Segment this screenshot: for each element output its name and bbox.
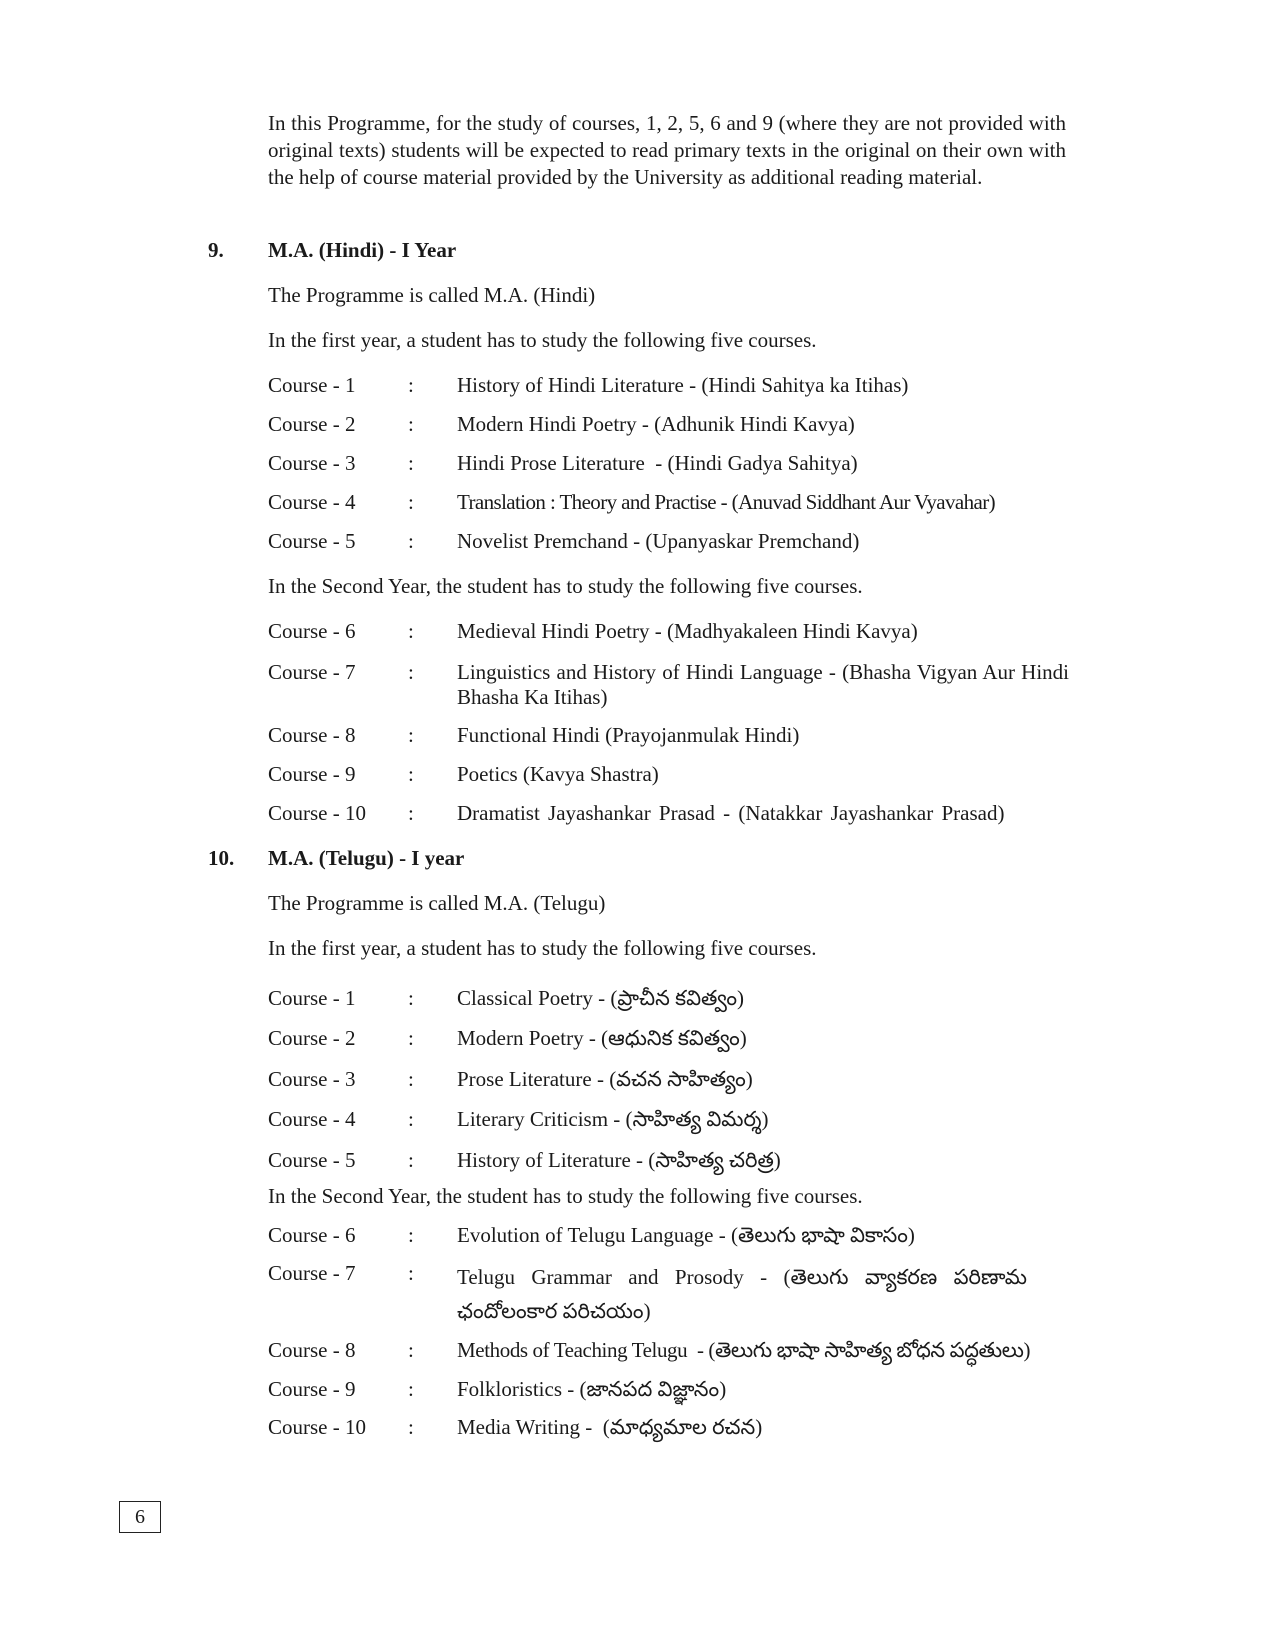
course-row xyxy=(268,618,1068,645)
course-row xyxy=(268,528,1068,555)
page-number: 6 xyxy=(119,1501,161,1533)
programme-name-telugu: The Programme is called M.A. (Telugu) xyxy=(268,891,606,915)
course-separator: : xyxy=(408,451,414,475)
course-separator: : xyxy=(408,1107,414,1131)
course-separator: : xyxy=(408,619,414,643)
course-number: Course - 7 xyxy=(268,660,356,684)
course-row xyxy=(268,1414,1068,1441)
course-row xyxy=(268,1337,1068,1364)
course-title: Modern Poetry - (ఆధునిక కవిత్వం) xyxy=(457,1026,747,1050)
course-number: Course - 3 xyxy=(268,451,356,475)
section-number-hindi: 9. xyxy=(208,238,224,262)
course-separator: : xyxy=(408,801,414,825)
course-number: Course - 2 xyxy=(268,1026,356,1050)
course-title: Novelist Premchand - (Upanyaskar Premchand) xyxy=(457,529,860,553)
course-separator: : xyxy=(408,1067,414,1091)
course-separator: : xyxy=(408,373,414,397)
course-row xyxy=(268,372,1068,399)
course-row xyxy=(268,1147,1068,1174)
course-number: Course - 9 xyxy=(268,1377,356,1401)
course-separator: : xyxy=(408,529,414,553)
course-title: Translation : Theory and Practise - (Anuvad Siddhant Aur Vyavahar) xyxy=(457,490,995,514)
course-row xyxy=(268,1066,1068,1093)
course-number: Course - 6 xyxy=(268,1223,356,1247)
first-year-intro-hindi: In the first year, a student has to study the following five courses. xyxy=(268,328,817,352)
course-number: Course - 5 xyxy=(268,1148,356,1172)
course-title: Linguistics and History of Hindi Language - (Bhasha Vigyan Aur Hindi Bhasha Ka Itihas) xyxy=(457,660,1069,709)
course-separator: : xyxy=(408,1338,414,1362)
course-number: Course - 8 xyxy=(268,723,356,747)
course-title: Functional Hindi (Prayojanmulak Hindi) xyxy=(457,723,800,747)
course-title: Literary Criticism - (సాహిత్య విమర్శ) xyxy=(457,1107,769,1131)
second-year-intro-hindi: In the Second Year, the student has to study the following five courses. xyxy=(268,574,863,598)
course-title: Methods of Teaching Telugu - (తెలుగు భాషా సాహిత్య బోధన పద్ధతులు) xyxy=(457,1338,1031,1362)
course-title: Poetics (Kavya Shastra) xyxy=(457,762,659,786)
first-year-intro-telugu: In the first year, a student has to study the following five courses. xyxy=(268,936,817,960)
course-title: Media Writing - (మాధ్యమాల రచన) xyxy=(457,1415,763,1439)
course-row xyxy=(268,761,1068,788)
course-number: Course - 3 xyxy=(268,1067,356,1091)
course-separator: : xyxy=(408,490,414,514)
course-number: Course - 1 xyxy=(268,986,356,1010)
course-number: Course - 2 xyxy=(268,412,356,436)
course-separator: : xyxy=(408,762,414,786)
course-row xyxy=(268,411,1068,438)
course-title: Prose Literature - (వచన సాహిత్యం) xyxy=(457,1067,753,1091)
course-number: Course - 9 xyxy=(268,762,356,786)
course-separator: : xyxy=(408,1377,414,1401)
course-number: Course - 4 xyxy=(268,490,356,514)
course-separator: : xyxy=(408,412,414,436)
course-separator: : xyxy=(408,1415,414,1439)
course-row xyxy=(268,1260,1068,1323)
section-heading-hindi: M.A. (Hindi) - I Year xyxy=(268,238,457,262)
intro-paragraph: In this Programme, for the study of courses, 1, 2, 5, 6 and 9 (where they are not provided with original texts) students will be expected to read primary texts in the original on their own with the help of course material provided by the University as additional reading material. xyxy=(268,111,1066,189)
course-row xyxy=(268,1376,1068,1403)
course-title: History of Hindi Literature - (Hindi Sahitya ka Itihas) xyxy=(457,373,909,397)
second-year-intro-telugu: In the Second Year, the student has to study the following five courses. xyxy=(268,1184,863,1208)
course-row xyxy=(268,1025,1068,1052)
course-separator: : xyxy=(408,1223,414,1247)
course-row xyxy=(268,1106,1068,1133)
course-row xyxy=(268,985,1068,1012)
course-separator: : xyxy=(408,1261,414,1285)
course-separator: : xyxy=(408,986,414,1010)
programme-name-hindi: The Programme is called M.A. (Hindi) xyxy=(268,283,596,307)
course-title: Telugu Grammar and Prosody - (తెలుగు వ్యాకరణ పరిణామ ఛందోలంకార పరిచయం) xyxy=(457,1265,1027,1323)
course-row xyxy=(268,722,1068,749)
course-number: Course - 8 xyxy=(268,1338,356,1362)
course-row xyxy=(268,489,1068,516)
course-separator: : xyxy=(408,1026,414,1050)
course-row xyxy=(268,800,1068,827)
course-number: Course - 6 xyxy=(268,619,356,643)
course-number: Course - 5 xyxy=(268,529,356,553)
course-number: Course - 7 xyxy=(268,1261,356,1285)
course-title: Folkloristics - (జానపద విజ్ఞానం) xyxy=(457,1377,727,1401)
course-number: Course - 1 xyxy=(268,373,356,397)
section-number-telugu: 10. xyxy=(208,846,235,870)
course-title: Hindi Prose Literature - (Hindi Gadya Sahitya) xyxy=(457,451,858,475)
course-number: Course - 4 xyxy=(268,1107,356,1131)
course-row xyxy=(268,450,1068,477)
course-separator: : xyxy=(408,1148,414,1172)
course-row xyxy=(268,659,1069,709)
course-row xyxy=(268,1222,1068,1249)
course-title: Classical Poetry - (ప్రాచీన కవిత్వం) xyxy=(457,986,745,1010)
course-title: Evolution of Telugu Language - (తెలుగు భాషా వికాసం) xyxy=(457,1223,915,1247)
course-title: Dramatist Jayashankar Prasad - (Natakkar Jayashankar Prasad) xyxy=(457,801,1005,825)
course-title: History of Literature - (సాహిత్య చరిత్ర) xyxy=(457,1148,781,1172)
course-title: Medieval Hindi Poetry - (Madhyakaleen Hindi Kavya) xyxy=(457,619,918,643)
course-separator: : xyxy=(408,723,414,747)
section-heading-telugu: M.A. (Telugu) - I year xyxy=(268,846,465,870)
course-number: Course - 10 xyxy=(268,801,366,825)
course-title: Modern Hindi Poetry - (Adhunik Hindi Kavya) xyxy=(457,412,855,436)
course-number: Course - 10 xyxy=(268,1415,366,1439)
course-separator: : xyxy=(408,660,414,684)
